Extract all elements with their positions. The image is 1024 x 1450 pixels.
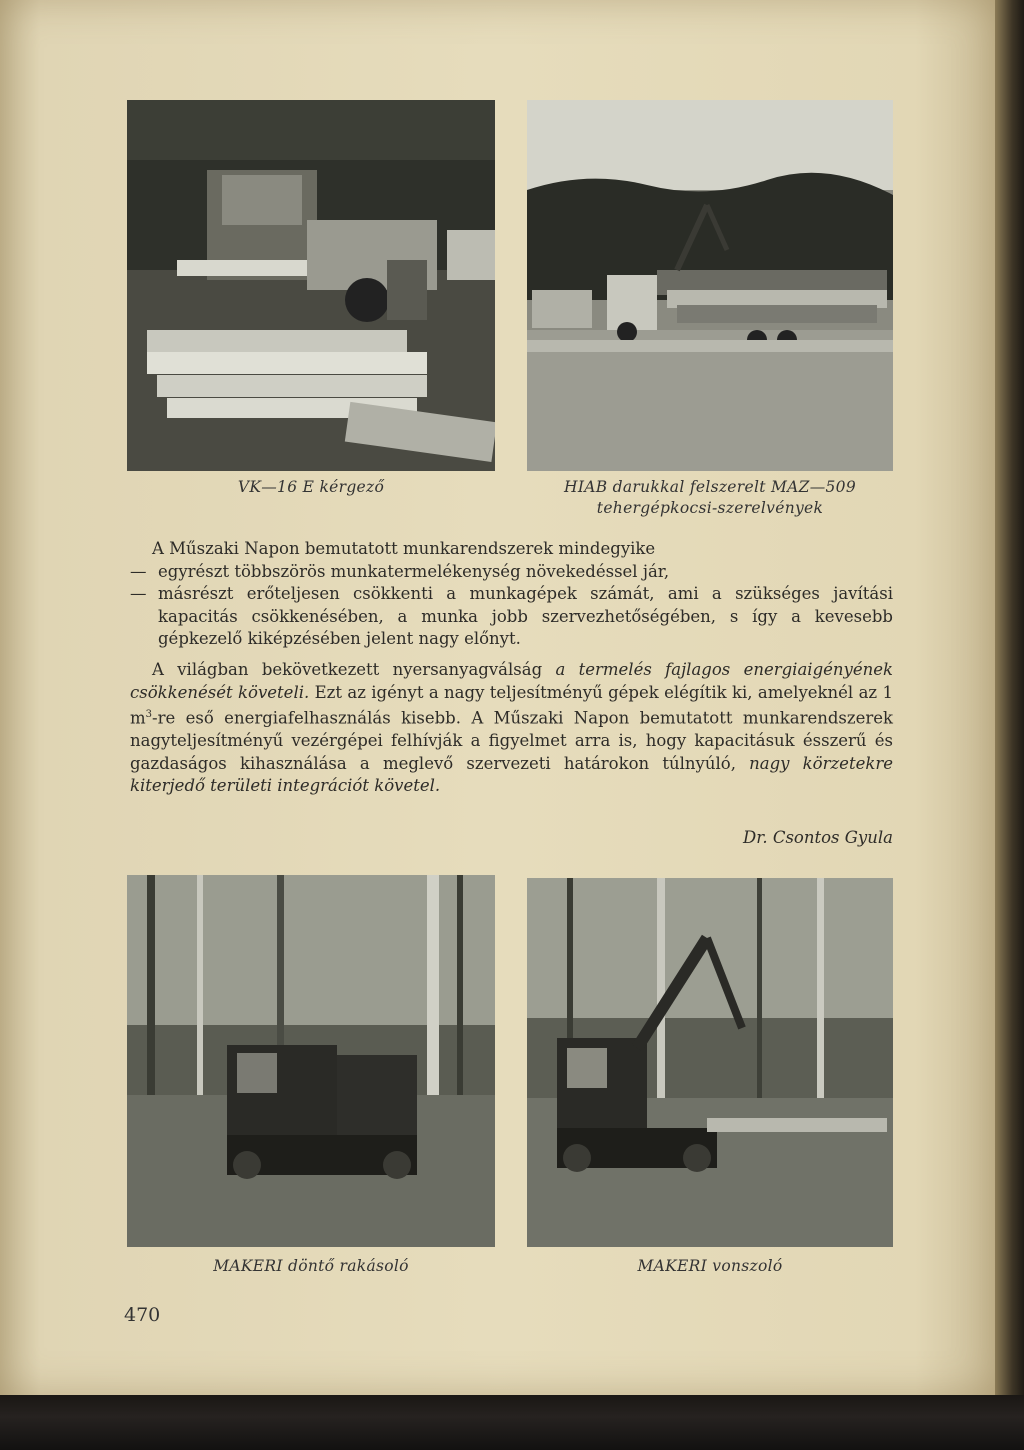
p2-emphasis-integration: nagy körzetekre kiterjedő területi integrációt követel.	[130, 753, 893, 796]
caption-top-left: VK—16 E kérgező	[237, 478, 385, 496]
article-author: Dr. Csontos Gyula	[743, 828, 893, 847]
article-body	[130, 538, 893, 798]
photo-makeri-feller	[127, 875, 495, 1247]
article-dash-item-2: — másrészt erőteljesen csökkenti a munkagépek számát, ami a szükséges javítási kapacitás csökkenésében, a munka jobb szervezhetőségében, s így a kevesebb gépkezelő kiképzésében jelent nagy előnyt.	[130, 584, 893, 649]
scanner-bottom-edge	[0, 1395, 1024, 1450]
article-intro: A Műszaki Napon bemutatott munkarendszerek mindegyike	[152, 539, 656, 558]
p2-part-a: A világban bekövetkezett nyersanyagválság	[152, 659, 556, 679]
dash-item-1-text: egyrészt többszörös munkatermelékenység növekedéssel jár,	[158, 561, 670, 581]
caption-top-right-line2: tehergépkocsi-szerelvények	[596, 499, 824, 517]
photo-makeri-skidder	[527, 878, 893, 1247]
page-number: 470	[124, 1304, 161, 1326]
photo-maz-trucks	[527, 100, 893, 471]
photo-debarker	[127, 100, 495, 471]
caption-bottom-left: MAKERI döntő rakásoló	[213, 1257, 409, 1275]
p2-part-d: -re eső energiafelhasználás kisebb. A Műszaki Napon bemutatott munkarendszerek nagyteljesítményű vezérgépei felhívják a figyelmet arra is, hogy kapacitásuk ésszerű és gazdaságos kihasználása a meglevő szervezeti határokon túlnyúló,	[130, 708, 893, 773]
caption-top-right-line1: HIAB darukkal felszerelt MAZ—509	[564, 478, 856, 496]
book-spine	[995, 0, 1024, 1395]
p2-emphasis-energy: a termelés fajlagos energiaigényének csökkenését követeli.	[130, 659, 893, 702]
caption-bottom-right: MAKERI vonszoló	[637, 1257, 783, 1275]
p2-superscript: 3	[145, 709, 153, 721]
article-paragraph-2	[130, 659, 893, 798]
article-dash-item-1: — egyrészt többszörös munkatermelékenység növekedéssel jár,	[130, 561, 670, 581]
p2-part-c: Ezt az igényt a nagy teljesítményű gépek elégítik ki, amelyeknél az 1 m	[130, 682, 893, 728]
dash-item-2-text: másrészt erőteljesen csökkenti a munkagépek számát, ami a szükséges javítási kapacitás csökkenésében, a munka jobb szervezhetőségében, s így a kevesebb gépkezelő kiképzésében jelent nagy előnyt.	[158, 584, 893, 649]
